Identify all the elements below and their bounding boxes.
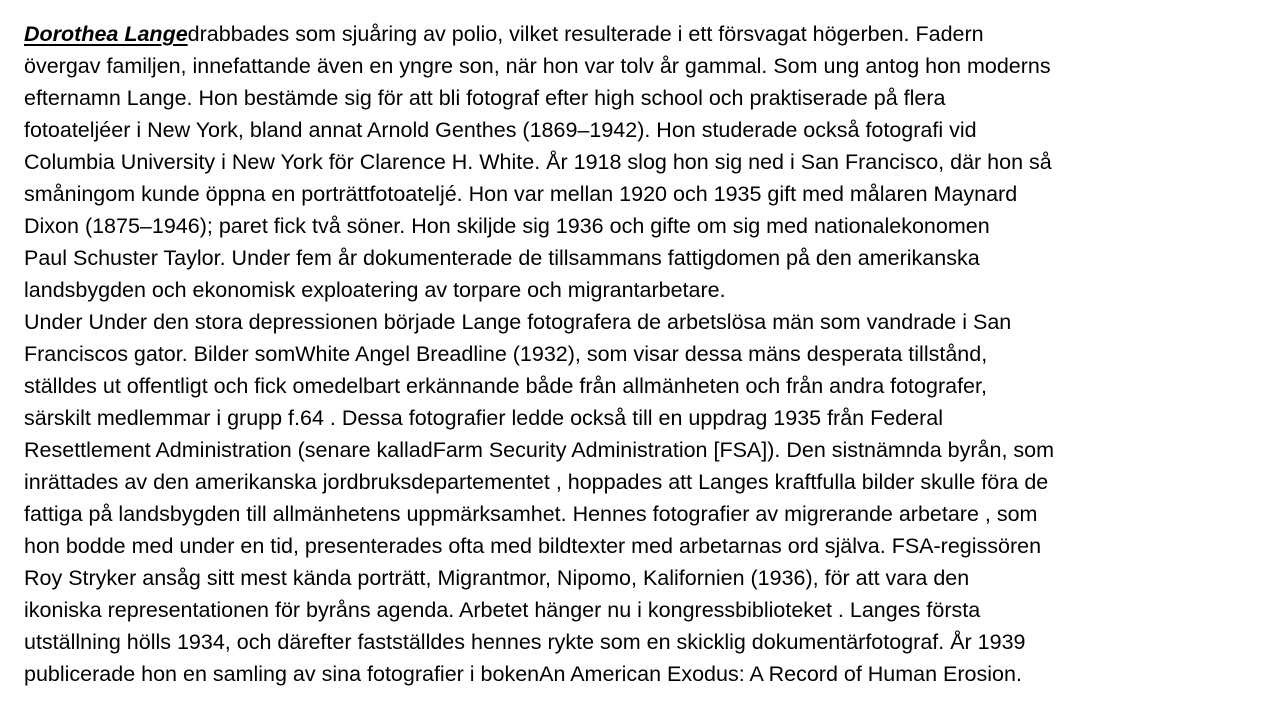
- text-line: Paul Schuster Taylor. Under fem år dokumenterade de tillsammans fattigdomen på den amerikanska: [24, 246, 980, 270]
- text-line: publicerade hon en samling av sina fotografier i bokenAn American Exodus: A Record of Human Erosion.: [24, 662, 1022, 686]
- text-line: Under Under den stora depressionen började Lange fotografera de arbetslösa män som vandrade i San: [24, 310, 1012, 334]
- text-line: övergav familjen, innefattande även en yngre son, när hon var tolv år gammal. Som ung antog hon moderns: [24, 54, 1051, 78]
- text-line: Columbia University i New York för Clarence H. White. År 1918 slog hon sig ned i San Francisco, där hon så: [24, 150, 1052, 174]
- text-line: hon bodde med under en tid, presenterades ofta med bildtexter med arbetarnas ord själva. FSA-regissören: [24, 534, 1042, 558]
- text-line: [24, 18, 1270, 50]
- text-line: Dixon (1875–1946); paret fick två söner. Hon skiljde sig 1936 och gifte om sig med nationalekonomen: [24, 214, 990, 238]
- text-line: efternamn Lange. Hon bestämde sig för att bli fotograf efter high school och praktiserade på flera: [24, 86, 946, 110]
- text-line: inrättades av den amerikanska jordbruksdepartementet , hoppades att Langes kraftfulla bilder skulle föra de: [24, 470, 1049, 494]
- text-line: landsbygden och ekonomisk exploatering av torpare och migrantarbetare.: [24, 278, 726, 302]
- text-line: fattiga på landsbygden till allmänhetens uppmärksamhet. Hennes fotografier av migrerande arbetare , som: [24, 502, 1038, 526]
- paragraph-biography: [24, 18, 1270, 306]
- text-line: Roy Stryker ansåg sitt mest kända porträtt, Migrantmor, Nipomo, Kalifornien (1936), för att vara den: [24, 566, 970, 590]
- text-line: ställdes ut offentligt och fick omedelbart erkännande både från allmänheten och från andra fotografer,: [24, 374, 987, 398]
- line-text: drabbades som sjuåring av polio, vilket resulterade i ett försvagat högerben. Fadern: [187, 22, 984, 46]
- text-line: Franciscos gator. Bilder somWhite Angel Breadline (1932), som visar dessa mäns desperata tillstånd,: [24, 342, 988, 366]
- text-line: Resettlement Administration (senare kalladFarm Security Administration [FSA]). Den sistnämnda byrån, som: [24, 438, 1055, 462]
- dorothea-lange-link[interactable]: Dorothea Lange: [24, 22, 188, 46]
- text-line: ikoniska representationen för byråns agenda. Arbetet hänger nu i kongressbiblioteket . Langes första: [24, 598, 981, 622]
- paragraph-depression-era: [24, 306, 1270, 690]
- article-body: [24, 18, 1270, 690]
- text-line: småningom kunde öppna en porträttfotoateljé. Hon var mellan 1920 och 1935 gift med målaren Maynard: [24, 182, 1018, 206]
- text-line: utställning hölls 1934, och därefter fastställdes hennes rykte som en skicklig dokumentärfotograf. År 1939: [24, 630, 1026, 654]
- text-line: särskilt medlemmar i grupp f.64 . Dessa fotografier ledde också till en uppdrag 1935 från Federal: [24, 406, 943, 430]
- text-line: fotoateljéer i New York, bland annat Arnold Genthes (1869–1942). Hon studerade också fotografi vid: [24, 118, 977, 142]
